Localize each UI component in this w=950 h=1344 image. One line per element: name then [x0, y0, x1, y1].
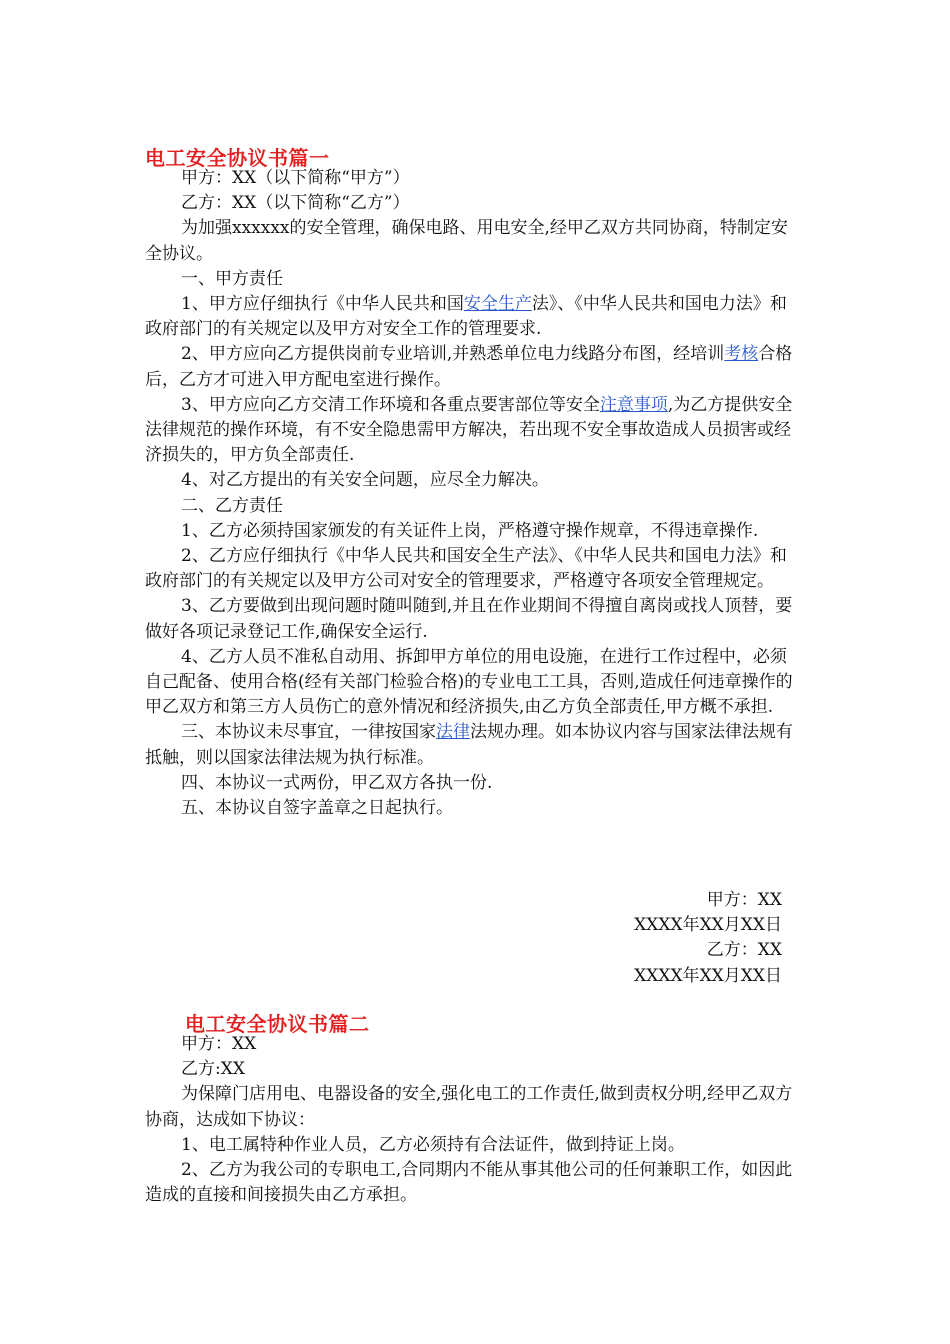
- date-party-b: XXXX年XX月XX日: [634, 965, 782, 986]
- text-segment: ,为乙方提供安全法律规范的操作环境，有不安全隐患需甲方解决，若出现不安全事故造成人员损害或经济损失的，甲方负全部责任.: [145, 394, 793, 466]
- section1-title: 电工安全协议书篇一: [145, 146, 330, 170]
- party-b-item-2: 2、乙方应仔细执行《中华人民共和国安全生产法》、《中华人民共和国电力法》和政府部门的有关规定以及甲方公司对安全的管理要求，严格遵守各项安全管理规定。: [145, 546, 787, 592]
- party-b-item-3: 3、乙方要做到出现问题时随叫随到,并且在作业期间不得擅自离岗或找人顶替，要做好各项记录登记工作,确保安全运行.: [145, 596, 793, 642]
- signature-party-a: 甲方：XX: [706, 890, 782, 910]
- section2-body: [145, 1032, 800, 1208]
- party-a-item-1: [145, 292, 800, 342]
- heading-party-a-duties: 一、甲方责任: [181, 268, 283, 289]
- text-segment: 3、甲方应向乙方交清工作环境和各重点要害部位等安全: [181, 394, 600, 415]
- party-b-item-4: 4、乙方人员不准私自动用、拆卸甲方单位的用电设施，在进行工作过程中，必须自己配备、使用合格(经有关部门检验合格)的专业电工工具，否则,造成任何违章操作的甲乙双方和第三方人员伤亡的意外情况和经济损失,由乙方负全部责任,甲方概不承担.: [145, 646, 793, 718]
- clause-3: [145, 720, 800, 770]
- intro-paragraph: 为加强xxxxxx的安全管理，确保电路、用电安全,经甲乙双方共同协商，特制定安全协议。: [145, 218, 788, 264]
- link-law[interactable]: 法律: [436, 722, 470, 743]
- heading-party-b-duties: 二、乙方责任: [181, 495, 283, 516]
- party-a-item-3: [145, 393, 800, 469]
- text-segment: 法规办理。如本协议内容与国家法律法规有抵触，则以国家法律法规为执行标准。: [145, 722, 793, 768]
- section2-title: 电工安全协议书篇二: [185, 1012, 370, 1036]
- date-party-a: XXXX年XX月XX日: [634, 915, 782, 936]
- party-a-line: 甲方：XX（以下简称“甲方”）: [181, 168, 410, 188]
- link-safety-production[interactable]: 安全生产: [463, 294, 532, 315]
- intro-paragraph: 为保障门店用电、电器设备的安全,强化电工的工作责任,做到责权分明,经甲乙双方协商，达成如下协议：: [145, 1084, 793, 1130]
- party-a-item-2: [145, 342, 800, 392]
- party-a-line: 甲方：XX: [181, 1034, 257, 1054]
- link-assessment[interactable]: 考核: [724, 344, 759, 365]
- signature-block: [634, 888, 782, 989]
- party-b-line: 乙方:XX: [181, 1059, 245, 1080]
- party-b-item-1: 1、乙方必须持国家颁发的有关证件上岗，严格遵守操作规章，不得违章操作.: [181, 520, 759, 541]
- party-b-line: 乙方：XX（以下简称“乙方”）: [181, 193, 410, 214]
- clause-5: 五、本协议自签字盖章之日起执行。: [181, 798, 453, 819]
- party-a-item-4: 4、对乙方提出的有关安全问题，应尽全力解决。: [181, 470, 549, 491]
- text-segment: 2、甲方应向乙方提供岗前专业培训,并熟悉单位电力线路分布图，经培训: [181, 344, 725, 365]
- agreement-item-2: 2、乙方为我公司的专职电工,合同期内不能从事其他公司的任何兼职工作，如因此造成的直接和间接损失由乙方承担。: [145, 1160, 793, 1206]
- text-segment: 法》、《中华人民共和国电力法》和政府部门的有关规定以及甲方对安全工作的管理要求.: [145, 294, 787, 340]
- section1-body: [145, 166, 800, 821]
- signature-party-b: 乙方：XX: [706, 940, 782, 961]
- link-precautions[interactable]: 注意事项: [599, 394, 668, 415]
- text-segment: 三、本协议未尽事宜，一律按国家: [181, 722, 436, 743]
- text-segment: 合格后，乙方才可进入甲方配电室进行操作。: [145, 344, 793, 390]
- clause-4: 四、本协议一式两份，甲乙双方各执一份.: [181, 772, 493, 793]
- text-segment: 1、甲方应仔细执行《中华人民共和国: [181, 294, 464, 315]
- agreement-item-1: 1、电工属特种作业人员，乙方必须持有合法证件，做到持证上岗。: [181, 1134, 685, 1155]
